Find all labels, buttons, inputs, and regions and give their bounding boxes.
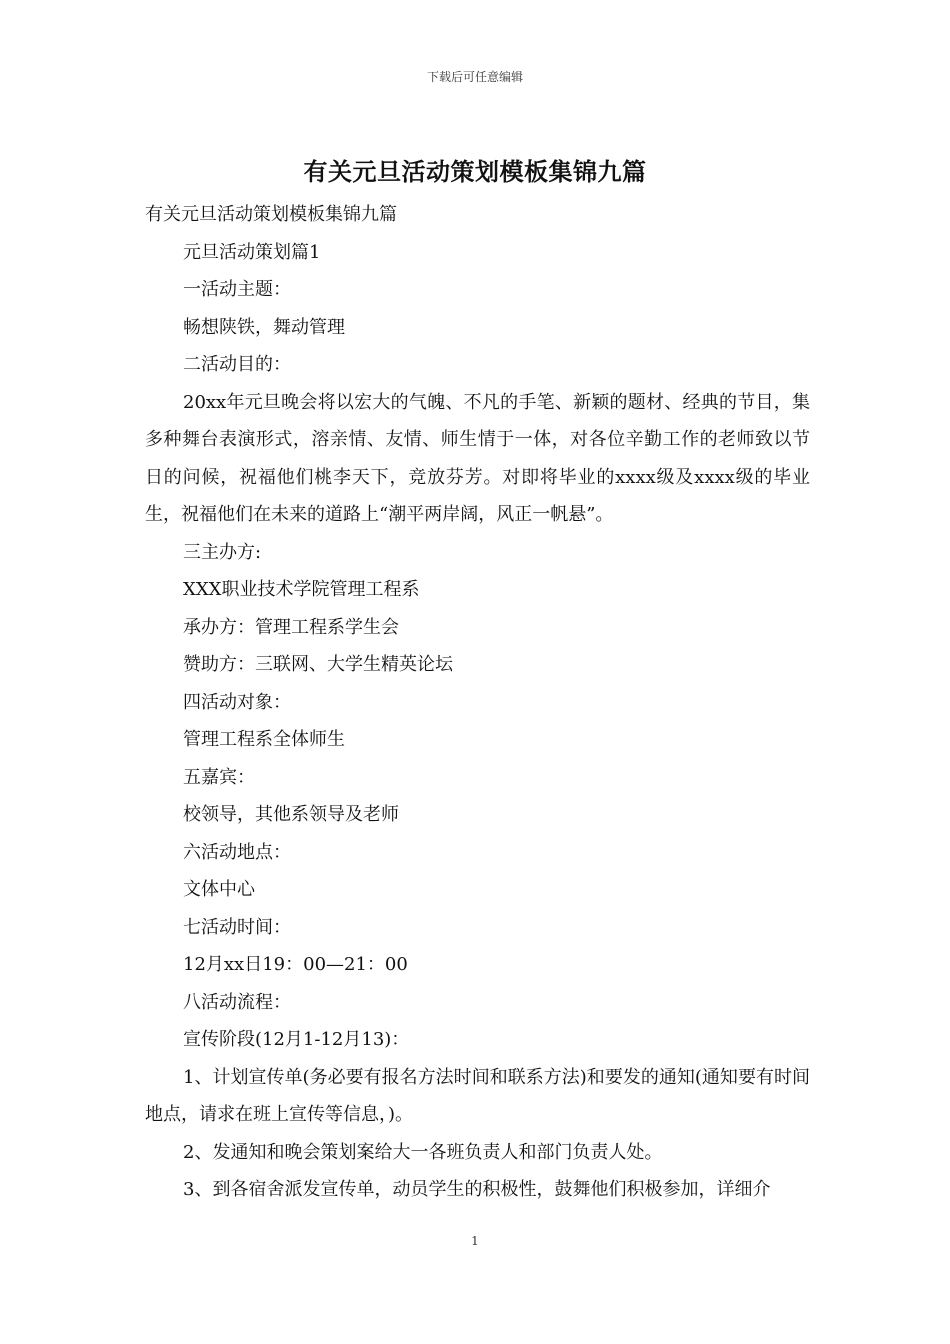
paragraph: 文体中心: [183, 879, 255, 900]
paragraph: 四活动对象：: [183, 691, 291, 713]
paragraph: 1、计划宣传单(务必要有报名方法时间和联系方法)和要发的通知(通知要有时间地点，请求在班上宣传等信息，)。: [145, 1066, 810, 1125]
paragraph: 12月xx日19：00—21：00: [183, 954, 408, 975]
document-body: [145, 196, 810, 1209]
paragraph: 五嘉宾：: [183, 766, 255, 788]
paragraph: XXX职业技术学院管理工程系: [183, 579, 420, 600]
paragraph: 八活动流程：: [183, 991, 291, 1013]
paragraph: 20xx年元旦晚会将以宏大的气魄、不凡的手笔、新颖的题材、经典的节目，集多种舞台表演形式，溶亲情、友情、师生情于一体，对各位辛勤工作的老师致以节日的问候，祝福他们桃李天下，竞放芬芳。对即将毕业的xxxx级及xxxx级的毕业生，祝福他们在未来的道路上“潮平两岸阔，风正一帆悬”。: [145, 391, 810, 525]
paragraph: 校领导，其他系领导及老师: [183, 804, 399, 825]
paragraph: 管理工程系全体师生: [183, 729, 345, 750]
paragraph: 3、到各宿舍派发宣传单，动员学生的积极性，鼓舞他们积极参加，详细介: [183, 1179, 771, 1200]
document-title: 有关元旦活动策划模板集锦九篇: [303, 158, 647, 186]
paragraph: 一活动主题：: [183, 279, 291, 300]
paragraph: 有关元旦活动策划模板集锦九篇: [145, 204, 397, 225]
paragraph: 2、发通知和晚会策划案给大一各班负责人和部门负责人处。: [183, 1141, 663, 1163]
paragraph: 七活动时间：: [183, 916, 291, 938]
paragraph: 六活动地点：: [183, 841, 291, 863]
paragraph: 畅想陕铁，舞动管理: [183, 316, 345, 338]
paragraph: 元旦活动策划篇1: [183, 241, 321, 263]
paragraph: 承办方：管理工程系学生会: [183, 616, 399, 638]
paragraph: 三主办方:: [183, 541, 262, 563]
paragraph: 赞助方：三联网、大学生精英论坛: [183, 654, 453, 675]
page-number: 1: [471, 1234, 479, 1248]
page-header-note: 下载后可任意编辑: [426, 70, 523, 84]
paragraph: 宣传阶段(12月1-12月13)：: [183, 1029, 410, 1050]
paragraph: 二活动目的：: [183, 354, 291, 375]
